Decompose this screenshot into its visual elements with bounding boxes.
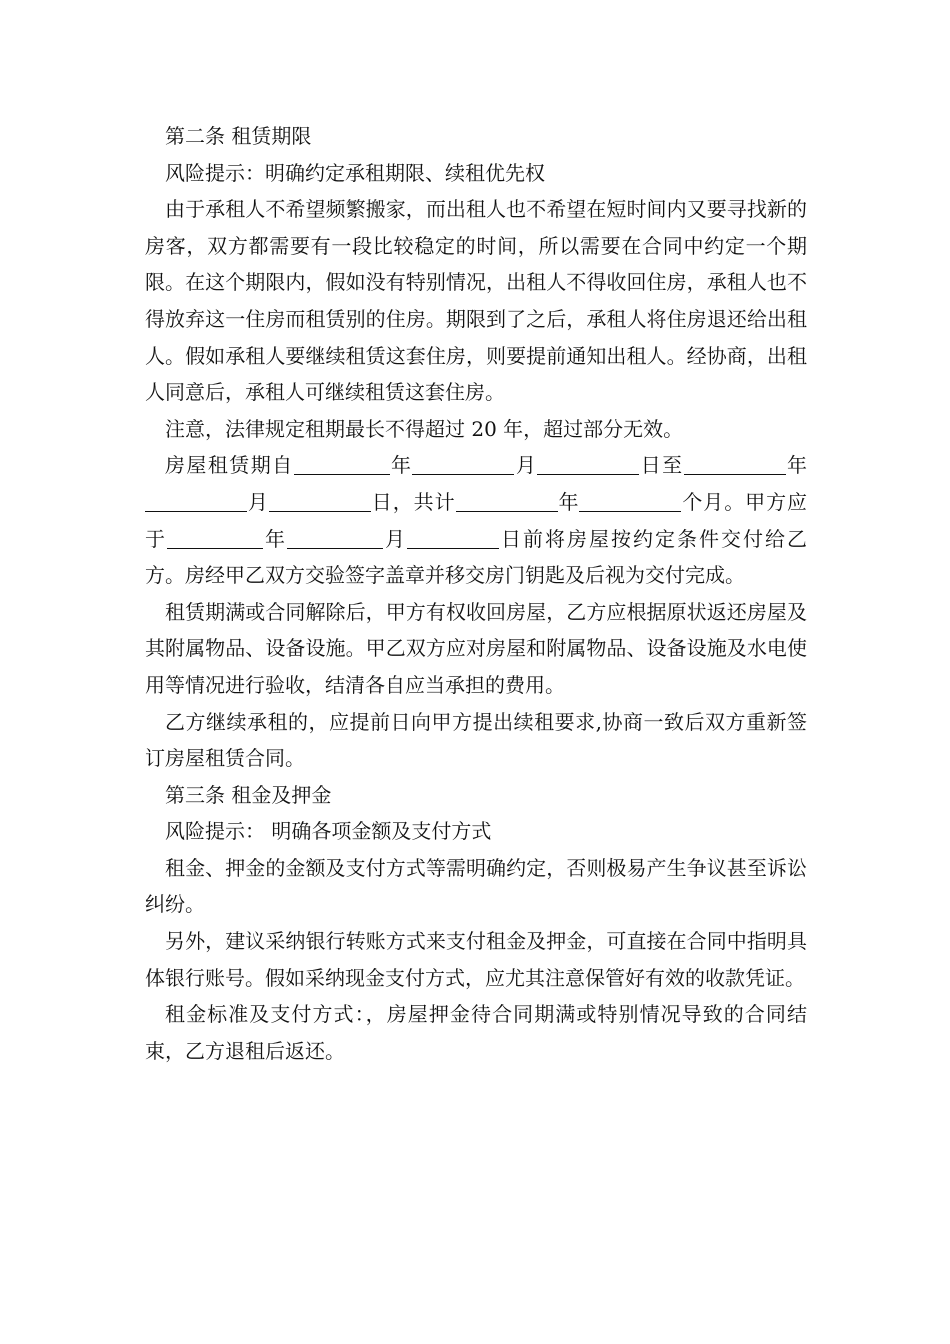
lease-term-clause	[145, 447, 807, 593]
blank-end-month[interactable]	[145, 489, 247, 512]
term-text-4: 日至	[639, 453, 684, 478]
blank-start-month[interactable]	[412, 452, 514, 475]
blank-delivery-year[interactable]	[167, 526, 263, 549]
term-text-3: 月	[514, 453, 538, 478]
term-text-1: 房屋租赁期自	[165, 453, 294, 478]
termination-clause: 租赁期满或合同解除后，甲方有权收回房屋，乙方应根据原状返还房屋及其附属物品、设备设施。甲乙双方应对房屋和附属物品、设备设施及水电使用等情况进行验收，结清各自应当承担的费用。	[145, 599, 807, 697]
term-text-9: 个月。甲方应于	[145, 489, 808, 551]
blank-start-year[interactable]	[294, 452, 390, 475]
article-3-risk-tip: 风险提示： 明确各项金额及支付方式	[165, 819, 492, 844]
blank-total-months[interactable]	[579, 489, 681, 512]
payment-terms-clause: 租金标准及支付方式：，房屋押金待合同期满或特别情况导致的合同结束，乙方退租后返还。	[145, 1002, 807, 1063]
blank-total-years[interactable]	[456, 489, 558, 512]
term-text-7: 日，共计	[370, 489, 456, 514]
renewal-clause: 乙方继续承租的，应提前日向甲方提出续租要求,协商一致后双方重新签订房屋租赁合同。	[145, 709, 807, 771]
blank-end-year[interactable]	[684, 452, 786, 475]
term-text-5: 年	[785, 453, 808, 478]
article-3-suggestion: 另外，建议采纳银行转账方式来支付租金及押金，可直接在合同中指明具体银行账号。假如采纳现金支付方式，应尤其注意保管好有效的收款凭证。	[145, 929, 807, 990]
article-3-explanation: 租金、押金的金额及支付方式等需明确约定，否则极易产生争议甚至诉讼纠纷。	[145, 855, 807, 917]
article-2-risk-tip: 风险提示：明确约定承租期限、续租优先权	[165, 160, 545, 185]
term-text-8: 年	[557, 489, 580, 514]
term-text-11: 月	[383, 526, 407, 551]
blank-delivery-month[interactable]	[287, 526, 383, 549]
article-3-heading: 第三条 租金及押金	[165, 782, 332, 807]
article-2-heading: 第二条 租赁期限	[165, 124, 312, 148]
blank-end-day[interactable]	[269, 489, 371, 512]
article-2-explanation: 由于承租人不希望频繁搬家，而出租人也不希望在短时间内又要寻找新的房客，双方都需要有一段比较稳定的时间，所以需要在合同中约定一个期限。在这个期限内，假如没有特别情况，出租人不得收回住房，承租人也不得放弃这一住房而租赁别的住房。期限到了之后，承租人将住房退还给出租人。假如承租人要继续租赁这套住房，则要提前通知出租人。经协商，出租人同意后，承租人可继续租赁这套住房。	[145, 197, 807, 405]
term-text-6: 月	[247, 489, 269, 514]
term-text-12: 日前将房屋按约定条件交付给乙方。房经甲乙双方交验签字盖章并移交房门钥匙及后视为交付完成。	[145, 526, 807, 588]
term-text-2: 年	[389, 453, 413, 478]
document-page	[145, 118, 807, 1069]
blank-delivery-day[interactable]	[407, 526, 499, 549]
blank-start-day[interactable]	[537, 452, 639, 475]
term-text-10: 年	[263, 526, 287, 551]
article-2-legal-note: 注意，法律规定租期最长不得超过 20 年，超过部分无效。	[165, 416, 684, 441]
